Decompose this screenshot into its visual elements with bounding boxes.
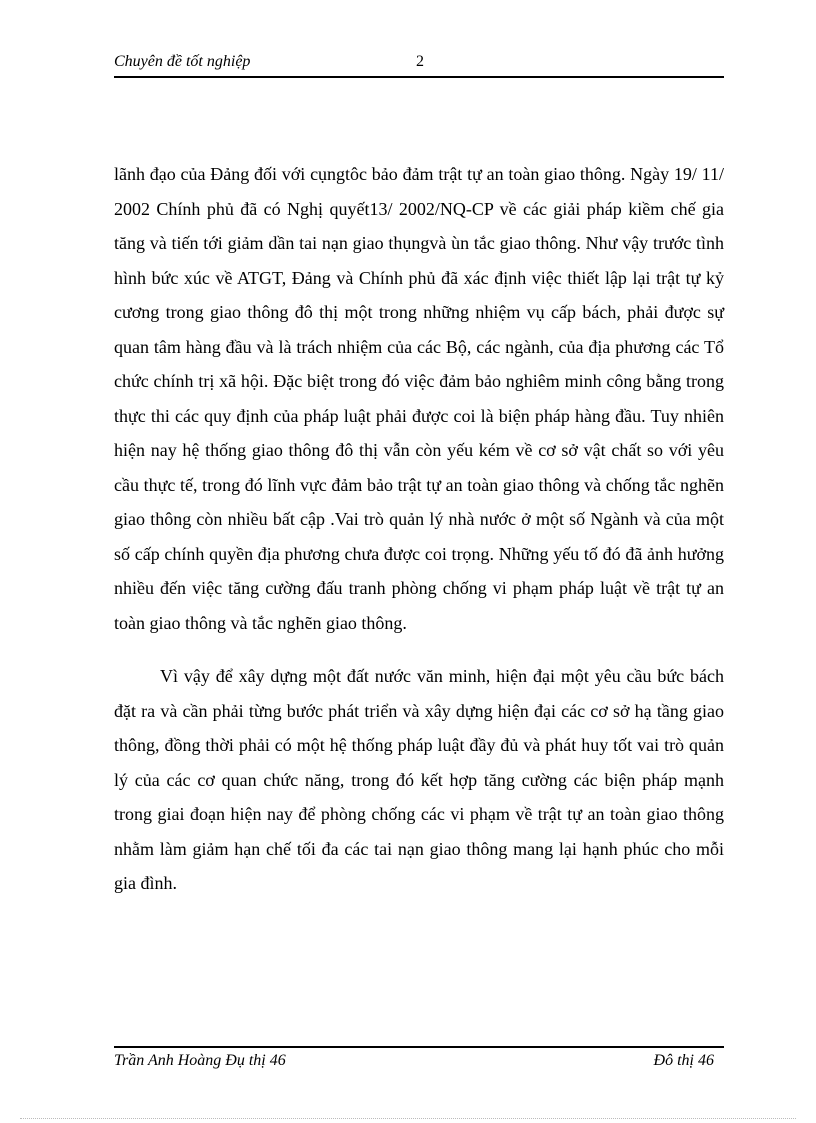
footer-author: Trần Anh Hoàng Đụ thị 46 xyxy=(114,1052,286,1069)
body-paragraph-2: Vì vậy để xây dựng một đất nước văn minh, hiện đại một yêu cầu bức bách đặt ra và cần phải từng bước phát triển và xây dựng hiện đại các cơ sở hạ tầng giao thông, đồng thời phải có một hệ thống pháp luật đầy đủ và phát huy tốt vai trò quản lý của các cơ quan chức năng, trong đó kết hợp tăng cường các biện pháp mạnh trong giai đoạn hiện nay để phòng chống các vi phạm về trật tự an toàn giao thông nhằm làm giảm hạn chế tối đa các tai nạn giao thông mang lại hạnh phúc cho mỗi gia đình. xyxy=(114,666,724,893)
footer-class: Đô thị 46 xyxy=(653,1052,714,1069)
page-footer xyxy=(114,1046,724,1078)
document-body xyxy=(114,157,724,901)
page-header xyxy=(114,50,724,78)
header-title: Chuyên đề tốt nghiệp xyxy=(114,53,251,70)
page-bottom-divider xyxy=(20,1118,796,1119)
body-paragraph-1: lãnh đạo của Đảng đối với cụngtôc bảo đảm trật tự an toàn giao thông. Ngày 19/ 11/ 2002 Chính phủ đã có Nghị quyết13/ 2002/NQ-CP về các giải pháp kiềm chế gia tăng và tiến tới giảm dần tai nạn giao thụngvà ùn tắc giao thông. Như vậy trước tình hình bức xúc về ATGT, Đảng và Chính phủ đã xác định việc thiết lập lại trật tự kỷ cương trong giao thông đô thị một trong những nhiệm vụ cấp bách, phải được sự quan tâm hàng đầu và là trách nhiệm của các Bộ, các ngành, của địa phương các Tổ chức chính trị xã hội. Đặc biệt trong đó việc đảm bảo nghiêm minh công bằng trong thực thi các quy định của pháp luật phải được coi là biện pháp hàng đầu. Tuy nhiên hiện nay hệ thống giao thông đô thị vẫn còn yếu kém về cơ sở vật chất so với yêu cầu thực tế, trong đó lĩnh vực đảm bảo trật tự an toàn giao thông và chống tắc nghẽn giao thông còn nhiều bất cập .Vai trò quản lý nhà nước ở một số Ngành và của một số cấp chính quyền địa phương chưa được coi trọng. Những yếu tố đó đã ảnh hưởng nhiều đến việc tăng cường đấu tranh phòng chống vi phạm pháp luật về trật tự an toàn giao thông và tắc nghẽn giao thông. xyxy=(114,164,724,633)
page-number: 2 xyxy=(416,53,424,70)
